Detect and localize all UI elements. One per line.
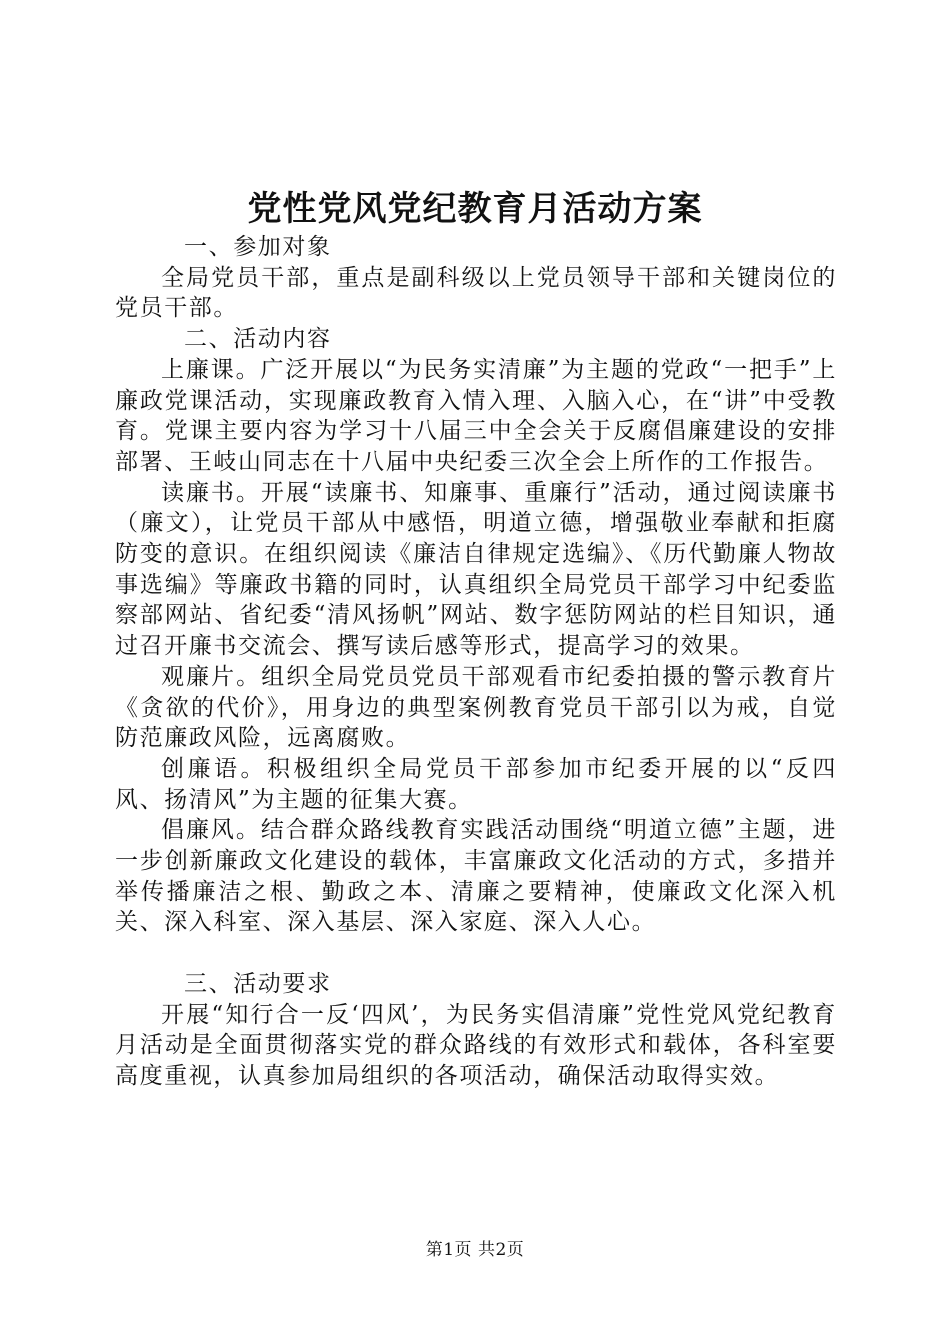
body-paragraph: 观廉片。组织全局党员党员干部观看市纪委拍摄的警示教育片《贪欲的代价》，用身边的典型案例教育党员干部引以为戒，自觉防范廉政风险，远离腐败。 <box>115 663 837 752</box>
section-heading: 一、参加对象 <box>184 234 332 260</box>
body-paragraph: 全局党员干部，重点是副科级以上党员领导干部和关键岗位的党员干部。 <box>115 264 837 322</box>
page-number-footer: 第1页 共2页 <box>425 1240 525 1260</box>
body-paragraph: 上廉课。广泛开展以“为民务实清廉”为主题的党政“一把手”上廉政党课活动，实现廉政教育入情入理、入脑入心，在“讲”中受教育。党课主要内容为学习十八届三中全会关于反腐倡廉建设的安排部署、王岐山同志在十八届中央纪委三次全会上所作的工作报告。 <box>115 356 837 475</box>
body-paragraph: 读廉书。开展“读廉书、知廉事、重廉行”活动，通过阅读廉书（廉文），让党员干部从中感悟，明道立德，增强敬业奉献和拒腐防变的意识。在组织阅读《廉洁自律规定选编》、《历代勤廉人物故事选编》等廉政书籍的同时，认真组织全局党员干部学习中纪委监察部网站、省纪委“清风扬帆”网站、数字惩防网站的栏目知识，通过召开廉书交流会、撰写读后感等形式，提高学习的效果。 <box>115 479 837 660</box>
section-heading: 三、活动要求 <box>184 970 332 997</box>
document-body <box>115 232 837 1092</box>
document-title: 党性党风党纪教育月活动方案 <box>247 189 703 229</box>
body-paragraph: 倡廉风。结合群众路线教育实践活动围绕“明道立德”主题，进一步创新廉政文化建设的载体，丰富廉政文化活动的方式，多措并举传播廉洁之根、勤政之本、清廉之要精神，使廉政文化深入机关、深入科室、深入基层、深入家庭、深入人心。 <box>115 817 837 936</box>
section-heading: 二、活动内容 <box>184 326 332 353</box>
body-paragraph: 开展“知行合一反‘四风’，为民务实倡清廉”党性党风党纪教育月活动是全面贯彻落实党的群众路线的有效形式和载体，各科室要高度重视，认真参加局组织的各项活动，确保活动取得实效。 <box>115 1001 837 1089</box>
blank-line <box>115 938 837 969</box>
body-paragraph: 创廉语。积极组织全局党员干部参加市纪委开展的以“反四风、扬清风”为主题的征集大赛。 <box>115 755 837 813</box>
